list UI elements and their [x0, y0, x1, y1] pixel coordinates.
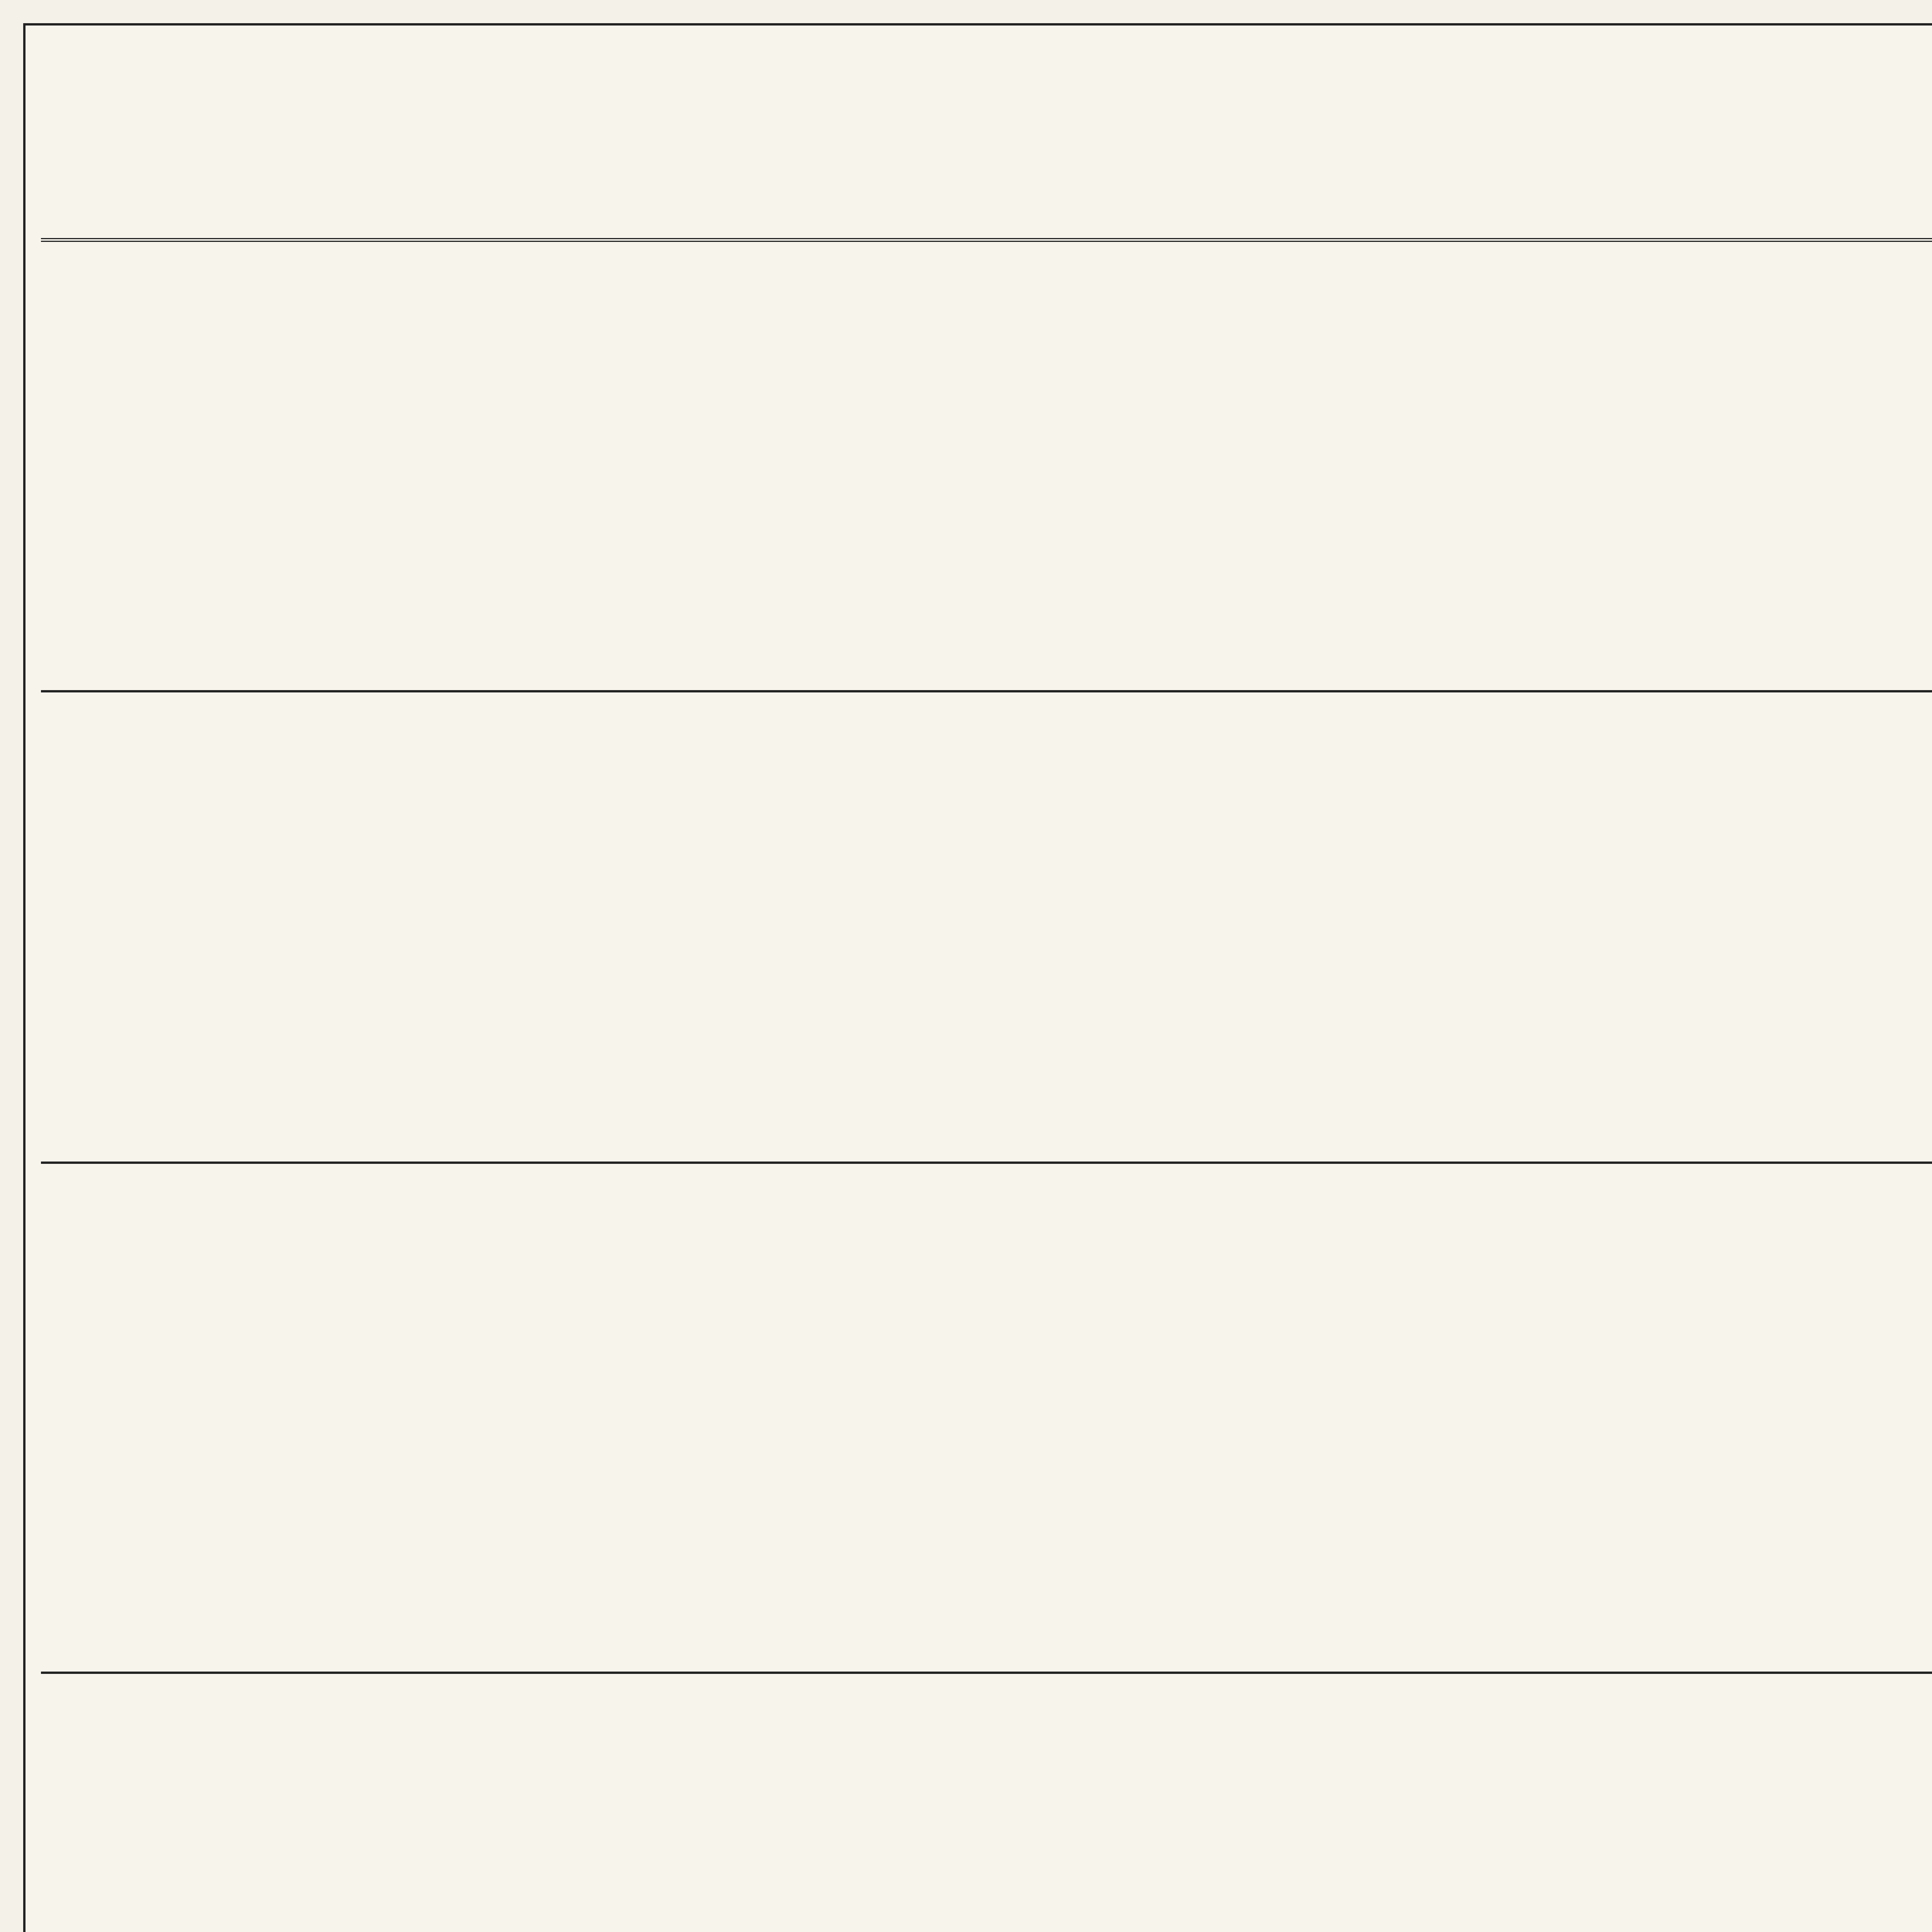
top-news-band [41, 246, 1932, 692]
masthead [41, 37, 1932, 242]
small-news-band [41, 1169, 1932, 1674]
sub-heading [586, 713, 655, 1154]
newspaper-page [23, 23, 1932, 1932]
newspaper-title [756, 49, 1432, 215]
donation-band [41, 1679, 1932, 1932]
middle-news-band [41, 698, 1932, 1164]
donation-total [49, 1695, 99, 1932]
